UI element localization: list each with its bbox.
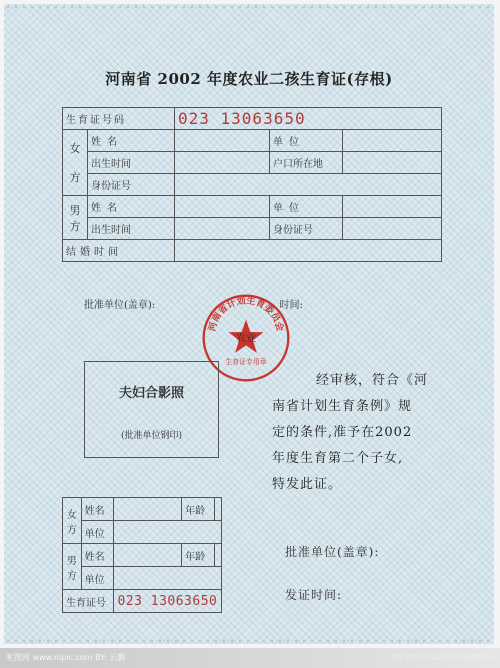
bottom-male-label-2: 方 — [66, 570, 77, 582]
couple-table — [62, 497, 222, 613]
cert-no-serial: 023 13063650 — [178, 109, 306, 128]
male-side-label — [63, 196, 88, 240]
approval-line-label: 批准单位(盖章): — [84, 300, 156, 311]
cert-no-value — [175, 108, 442, 130]
bottom-male-name-label: 姓名 — [81, 544, 114, 567]
male-label-1: 男 — [69, 203, 81, 217]
body-line-2: 南省计划生育条例》规 — [272, 399, 413, 414]
female-label-2: 方 — [69, 171, 81, 184]
body-line-1: 经审核，符合《河 — [316, 373, 429, 388]
female-id-value — [175, 174, 442, 196]
male-name-label: 姓名 — [88, 196, 175, 218]
bottom-male-unit-value — [114, 567, 222, 590]
female-side-label — [63, 130, 88, 196]
body-line-5: 特发此证。 — [272, 477, 343, 492]
bottom-female-age-value — [215, 498, 222, 521]
female-id-label: 身份证号 — [88, 174, 175, 196]
male-id-label: 身份证号 — [270, 218, 343, 240]
bottom-female-name-value — [114, 498, 182, 521]
photo-note: (批准单位钢印) — [120, 431, 183, 441]
female-residence-label: 户口所在地 — [270, 152, 343, 174]
bottom-female-unit-value — [114, 521, 222, 544]
female-unit-label: 单位 — [270, 130, 343, 152]
page-title: 河南省 2002 年度农业二孩生育证(存根) — [105, 70, 393, 88]
approval-time-label: 时间: — [279, 300, 303, 311]
male-birth-label: 出生时间 — [88, 218, 175, 240]
seal-center-text: 农业 — [235, 333, 257, 345]
female-label-1: 女 — [69, 142, 81, 155]
female-birth-value — [175, 152, 270, 174]
photo-title: 夫妇合影照 — [118, 386, 184, 401]
certificate-sheet — [4, 4, 494, 644]
bottom-male-label-1: 男 — [66, 555, 77, 567]
bottom-female-label-1: 女 — [66, 509, 77, 521]
body-line-3: 定的条件,准予在2002 — [272, 425, 413, 440]
bottom-male-unit-label: 单位 — [81, 567, 114, 590]
male-label-2: 方 — [69, 219, 81, 233]
male-id-value — [343, 218, 442, 240]
female-unit-value — [343, 130, 442, 152]
bottom-female-age-label: 年龄 — [182, 498, 215, 521]
bottom-female-unit-label: 单位 — [81, 521, 114, 544]
watermark-right: NO:20110711162613405169 — [391, 653, 494, 661]
issue-date-label: 发证时间: — [285, 588, 343, 602]
female-birth-label: 出生时间 — [88, 152, 175, 174]
watermark-bar — [0, 648, 500, 668]
bottom-female-side-label — [63, 498, 82, 544]
male-unit-value — [343, 196, 442, 218]
bottom-male-age-label: 年龄 — [182, 544, 215, 567]
female-name-value — [175, 130, 270, 152]
bottom-female-label-2: 方 — [66, 524, 77, 536]
bottom-female-name-label: 姓名 — [81, 498, 114, 521]
bottom-cert-no-value — [114, 590, 222, 613]
male-unit-label: 单位 — [270, 196, 343, 218]
stub-table — [62, 107, 442, 262]
cert-no-label: 生育证号码 — [63, 108, 175, 130]
stamp-unit-label: 批准单位(盖章): — [285, 545, 380, 559]
bottom-cert-no-serial: 023 13063650 — [117, 593, 218, 609]
watermark-left: 呢图网 www.nipic.com BY: 云飘 — [6, 653, 126, 662]
male-birth-value — [175, 218, 270, 240]
body-line-4: 年度生育第二个子女, — [272, 451, 404, 466]
certificate-body — [272, 368, 452, 498]
male-name-value — [175, 196, 270, 218]
perforation-top — [4, 4, 494, 10]
bottom-male-age-value — [215, 544, 222, 567]
bottom-male-name-value — [114, 544, 182, 567]
photo-box — [84, 361, 219, 458]
female-name-label: 姓名 — [88, 130, 175, 152]
bottom-male-side-label — [63, 544, 82, 590]
perforation-bottom — [4, 638, 494, 644]
seal-ring-text: 河南省计划生育委员会 — [206, 295, 286, 333]
bottom-cert-no-label: 生育证号 — [63, 590, 114, 613]
female-residence-value — [343, 152, 442, 174]
marriage-label: 结婚时间 — [63, 240, 175, 262]
seal-bottom-text: 生育证专用章 — [225, 357, 267, 366]
marriage-value — [175, 240, 442, 262]
